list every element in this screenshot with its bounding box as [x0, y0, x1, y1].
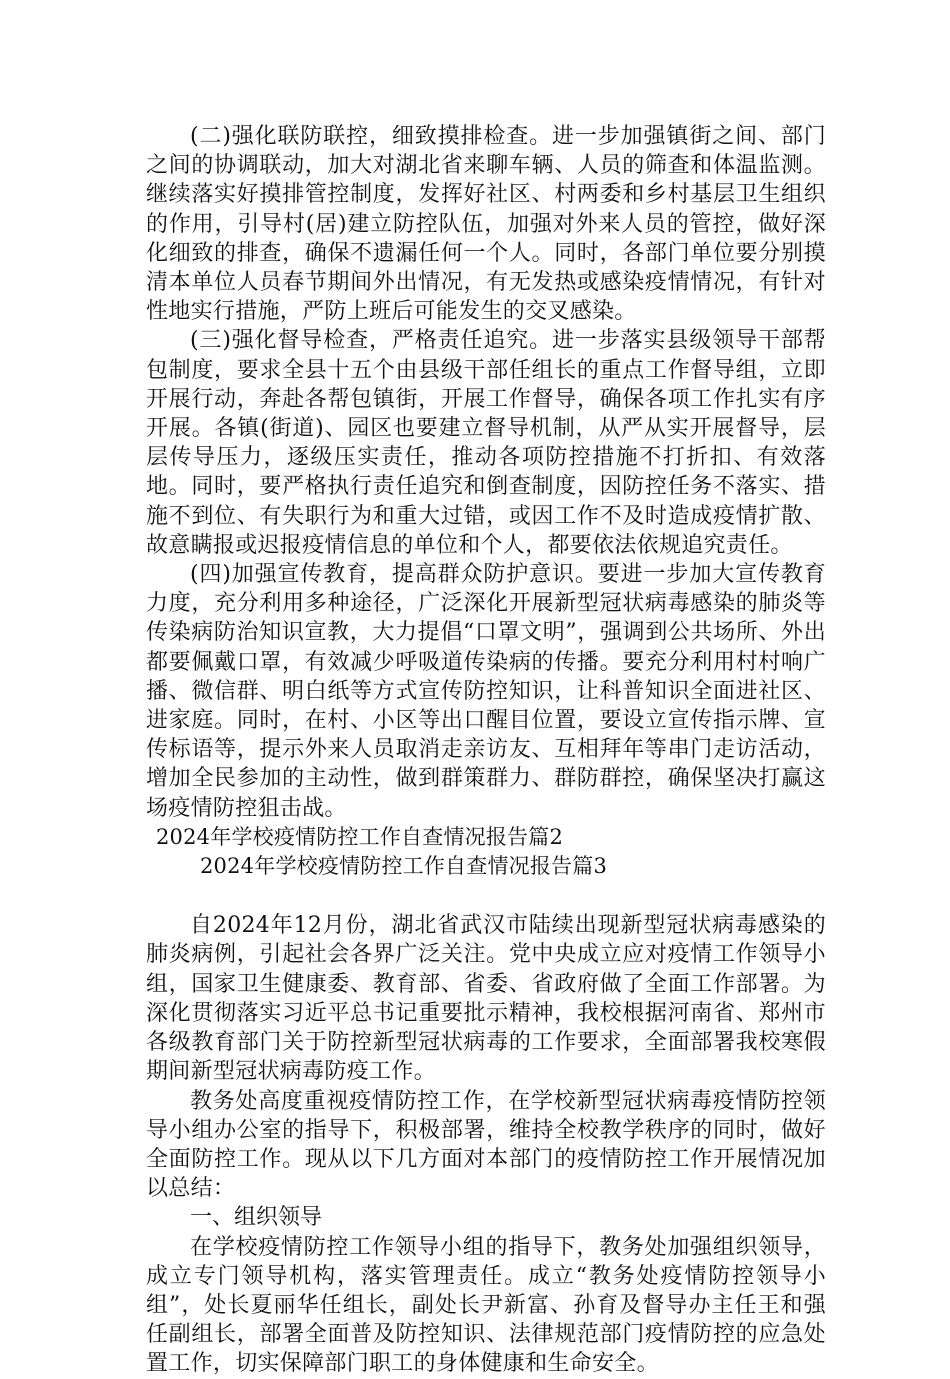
paragraph-supervision: (三)强化督导检查，严格责任追究。进一步落实县级领导干部帮包制度，要求全县十五个由县级干部任组长的重点工作督导组，立即开展行动，奔赴各帮包镇街，开展工作督导，确保各项工作扎实有序开展。各镇(街道)、园区也要建立督导机制，从严从实开展督导，层层传导压力，逐级压实责任，推动各项防控措施不打折扣、有效落地。同时，要严格执行责任追究和倒查制度，因防控任务不落实、措施不到位、有失职行为和重大过错，或因工作不及时造成疫情扩散、故意瞒报或迟报疫情信息的单位和个人，都要依法依规追究责任。	[146, 328, 826, 558]
spacer	[146, 881, 826, 911]
document-page	[146, 122, 826, 1379]
report-heading-part-3: 2024年学校疫情防控工作自查情况报告篇3	[200, 854, 608, 879]
paragraph-publicity: (四)加强宣传教育，提高群众防护意识。要进一步加大宣传教育力度，充分利用多种途径，广泛深化开展新型冠状病毒感染的肺炎等传染病防治知识宣教，大力提倡“口罩文明”，强调到公共场所、外出都要佩戴口罩，有效减少呼吸道传染病的传播。要充分利用村村响广播、微信群、明白纸等方式宣传防控知识，让科普知识全面进社区、进家庭。同时，在村、小区等出口醒目位置，要设立宣传指示牌、宣传标语等，提示外来人员取消走亲访友、互相拜年等串门走访活动，增加全民参加的主动性，做到群策群力、群防群控，确保坚决打赢这场疫情防控狙击战。	[146, 562, 826, 821]
paragraph-background: 自2024年12月份，湖北省武汉市陆续出现新型冠状病毒感染的肺炎病例，引起社会各界广泛关注。党中央成立应对疫情工作领导小组，国家卫生健康委、教育部、省委、省政府做了全面工作部署。为深化贯彻落实习近平总书记重要批示精神，我校根据河南省、郑州市各级教育部门关于防控新型冠状病毒的工作要求，全面部署我校寒假期间新型冠状病毒防疫工作。	[146, 913, 826, 1085]
paragraph-academic-affairs: 教务处高度重视疫情防控工作，在学校新型冠状病毒疫情防控领导小组办公室的指导下，积极部署，维持全校教学秩序的同时，做好全面防控工作。现从以下几方面对本部门的疫情防控工作开展情况加以总结：	[146, 1088, 826, 1202]
section-title-organization: 一、组织领导	[190, 1205, 323, 1231]
paragraph-organization: 在学校疫情防控工作领导小组的指导下，教务处加强组织领导，成立专门领导机构，落实管理责任。成立“教务处疫情防控领导小组”，处长夏丽华任组长，副处长尹新富、孙育及督导办主任王和强任副组长，部署全面普及防控知识、法律规范部门疫情防控的应急处置工作，切实保障部门职工的身体健康和生命安全。	[146, 1234, 826, 1377]
report-heading-part-2: 2024年学校疫情防控工作自查情况报告篇2	[156, 824, 564, 849]
paragraph-joint-prevention: (二)强化联防联控，细致摸排检查。进一步加强镇街之间、部门之间的协调联动，加大对湖北省来聊车辆、人员的筛查和体温监测。继续落实好摸排管控制度，发挥好社区、村两委和乡村基层卫生组织的作用，引导村(居)建立防控队伍，加强对外来人员的管控，做好深化细致的排查，确保不遗漏任何一个人。同时，各部门单位要分别摸清本单位人员春节期间外出情况，有无发热或感染疫情情况，有针对性地实行措施，严防上班后可能发生的交叉感染。	[146, 124, 826, 325]
